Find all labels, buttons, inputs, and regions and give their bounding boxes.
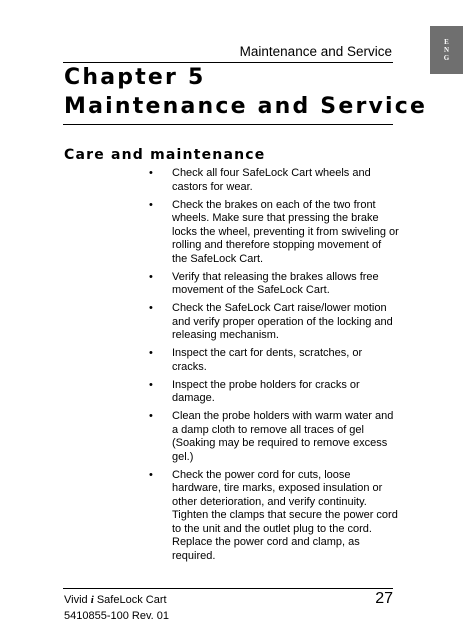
- product-prefix: Vivid: [64, 594, 88, 606]
- list-item: [149, 469, 399, 564]
- bullet-icon: •: [149, 378, 153, 391]
- list-item-text: Check all four SafeLock Cart wheels and castors for wear.: [172, 167, 371, 193]
- bullet-icon: •: [149, 270, 153, 283]
- list-item-text: Inspect the probe holders for cracks or damage.: [172, 378, 360, 404]
- bullet-icon: •: [149, 302, 153, 314]
- product-italic-i: i: [90, 594, 94, 606]
- list-item: [149, 167, 399, 194]
- list-item: [149, 410, 399, 464]
- chapter-rule: [63, 124, 393, 125]
- language-tab-letter: N: [443, 46, 450, 54]
- document-code: 5410855-100 Rev. 01: [64, 610, 169, 622]
- maintenance-checklist: [149, 167, 399, 568]
- bullet-icon: •: [149, 167, 153, 179]
- product-suffix: SafeLock Cart: [96, 594, 167, 606]
- section-title: Care and maintenance: [64, 147, 266, 163]
- bullet-icon: •: [149, 468, 153, 481]
- list-item: [149, 347, 399, 374]
- footer-product-name: [64, 594, 167, 607]
- chapter-name: Maintenance and Service: [64, 94, 428, 119]
- list-item-text: Inspect the cart for dents, scratches, or cracks.: [172, 347, 363, 373]
- chapter-title: [64, 63, 427, 121]
- list-item-text: Check the SafeLock Cart raise/lower motion and verify proper operation of the locking and releasing mechanism.: [172, 302, 393, 341]
- language-tab-letter: E: [444, 38, 449, 46]
- list-item: [149, 271, 399, 298]
- footer-rule: [63, 588, 393, 589]
- language-tab: [430, 26, 463, 74]
- list-item-text: Clean the probe holders with warm water and a damp cloth to remove all traces of gel (Soaking may be required to remove excess gel.): [172, 410, 394, 463]
- chapter-number: Chapter 5: [64, 65, 206, 90]
- list-item-text: Check the brakes on each of the two front wheels. Make sure that pressing the brake locks the wheel, preventing it from swiveling or rolling and therefore stopping movement of the SafeLock Cart.: [172, 198, 399, 265]
- list-item: [149, 302, 399, 343]
- page-number: 27: [375, 590, 393, 607]
- running-head: Maintenance and Service: [239, 44, 392, 59]
- language-tab-letter: G: [443, 54, 450, 62]
- list-item-text: Verify that releasing the brakes allows free movement of the SafeLock Cart.: [172, 270, 379, 296]
- list-item: [149, 199, 399, 267]
- list-item-text: Check the power cord for cuts, loose hardware, tire marks, exposed insulation or other deterioration, and verify continuity. Tighten the clamps that secure the power cord to the unit and the outlet plug to the cord. Replace the power cord and clamp, as required.: [172, 468, 398, 562]
- bullet-icon: •: [149, 347, 153, 359]
- list-item: [149, 379, 399, 406]
- bullet-icon: •: [149, 198, 153, 211]
- bullet-icon: •: [149, 410, 153, 422]
